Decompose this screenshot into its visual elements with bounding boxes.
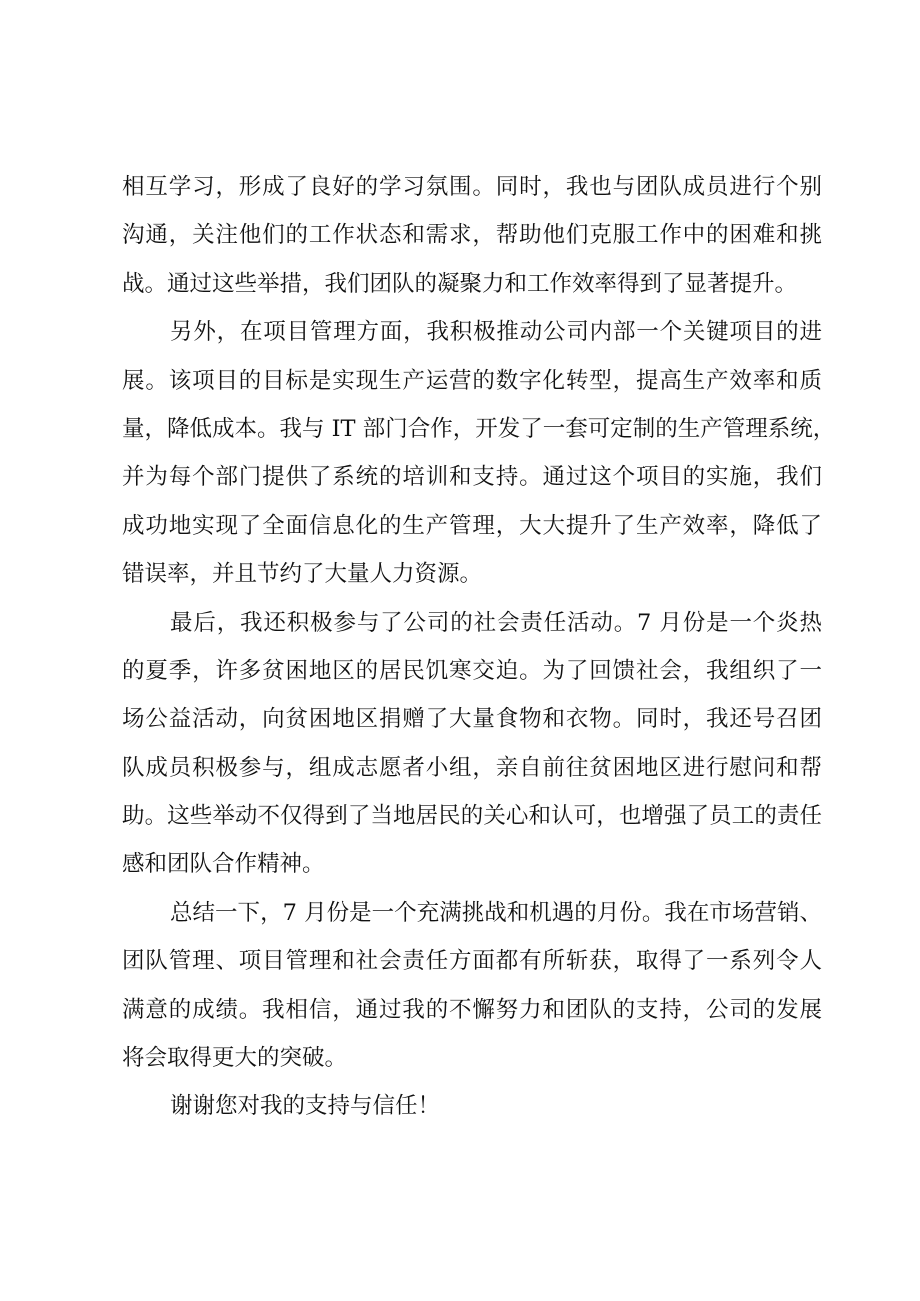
text-line: 另外，在项目管理方面，我积极推动公司内部一个关键项目的进: [170, 319, 822, 346]
text-line: 沟通，关注他们的工作状态和需求，帮助他们克服工作中的困难和挑: [122, 222, 822, 249]
text-line: 量，降低成本。我与 IT 部门合作，开发了一套可定制的生产管理系统，: [122, 415, 836, 442]
text-line: 并为每个部门提供了系统的培训和支持。通过这个项目的实施，我们: [122, 464, 822, 491]
text-line: 战。通过这些举措，我们团队的凝聚力和工作效率得到了显著提升。: [122, 270, 798, 297]
text-line: 的夏季，许多贫困地区的居民饥寒交迫。为了回馈社会，我组织了一: [122, 657, 822, 684]
text-line: 最后，我还积极参与了公司的社会责任活动。7 月份是一个炎热: [170, 609, 822, 636]
text-line: 成功地实现了全面信息化的生产管理，大大提升了生产效率，降低了: [122, 512, 822, 539]
text-line: 错误率，并且节约了大量人力资源。: [122, 561, 483, 588]
text-line: 总结一下，7 月份是一个充满挑战和机遇的月份。我在市场营销、: [170, 899, 822, 926]
text-line: 谢谢您对我的支持与信任！: [170, 1093, 441, 1120]
text-line: 助。这些举动不仅得到了当地居民的关心和认可，也增强了员工的责任: [122, 803, 822, 830]
text-line: 展。该项目的目标是实现生产运营的数字化转型，提高生产效率和质: [122, 367, 822, 394]
text-line: 团队管理、项目管理和社会责任方面都有所斩获，取得了一系列令人: [122, 948, 822, 975]
text-line: 感和团队合作精神。: [122, 851, 325, 878]
text-line: 场公益活动，向贫困地区捐赠了大量食物和衣物。同时，我还号召团: [122, 706, 822, 733]
text-line: 相互学习，形成了良好的学习氛围。同时，我也与团队成员进行个别: [122, 174, 822, 200]
text-line: 将会取得更大的突破。: [122, 1045, 348, 1072]
text-line: 满意的成绩。我相信，通过我的不懈努力和团队的支持，公司的发展: [122, 996, 822, 1023]
text-line: 队成员积极参与，组成志愿者小组，亲自前往贫困地区进行慰问和帮: [122, 754, 822, 781]
document-body: [122, 163, 836, 1131]
